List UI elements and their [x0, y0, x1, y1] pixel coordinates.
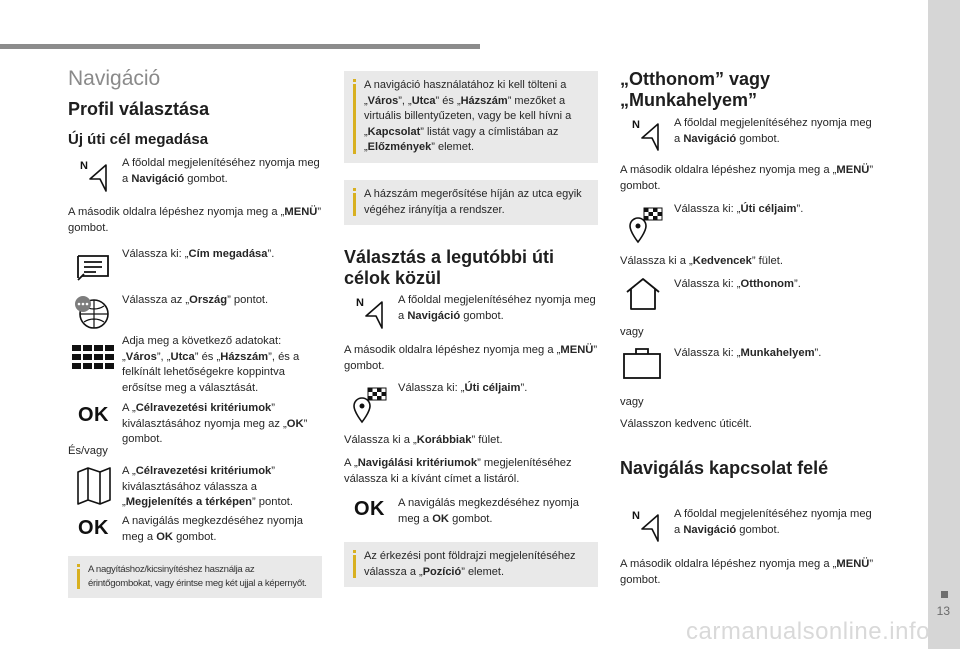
page-number: 13 — [936, 604, 950, 618]
step-1-text: A főoldal megjelenítéséhez nyomja meg a Navigáció gombot. — [398, 294, 596, 322]
info-box-position — [344, 542, 598, 587]
heading-new-destination: Új úti cél megadása — [68, 131, 209, 148]
step-2-text: A második oldalra lépéshez nyomja meg a „MENÜ” gombot. — [620, 164, 874, 192]
step-3-text: Válassza ki: „Cím megadása”. — [122, 248, 275, 260]
svg-text:N: N — [80, 160, 88, 172]
info-zoom-text: A nagyításhoz/kicsinyítéshez használja az érintőgombokat, vagy érintse meg két ujjal a képernyőt. — [88, 564, 307, 589]
svg-text:N: N — [632, 510, 640, 522]
navigation-icon — [628, 505, 668, 545]
step-9-text: A második oldalra lépéshez nyomja meg a „MENÜ” gombot. — [620, 558, 874, 586]
step-5-text: Válassza ki: „Otthonom”. — [674, 278, 801, 290]
watermark: carmanualsonline.info — [686, 618, 930, 645]
or-label: vagy — [620, 326, 644, 338]
step-4-text: Válassza ki a „Kedvencek” fület. — [620, 255, 783, 267]
info-box-housenumber — [344, 180, 598, 225]
step-8-text: A főoldal megjelenítéséhez nyomja meg a Navigáció gombot. — [674, 508, 872, 536]
home-icon — [624, 276, 662, 312]
step-4-text: Válassza ki a „Korábbiak” fület. — [344, 434, 503, 446]
heading-navigate-to-contact: Navigálás kapcsolat felé — [620, 458, 829, 478]
address-entry-icon — [74, 246, 114, 286]
or-label: vagy — [620, 396, 644, 408]
step-8-text: A navigálás megkezdéséhez nyomja meg a OK gombot. — [122, 515, 303, 543]
svg-text:N: N — [356, 297, 364, 309]
step-2-text: A második oldalra lépéshez nyomja meg a „MENÜ” gombot. — [344, 344, 598, 372]
ok-button-icon: OK — [78, 404, 109, 426]
step-3-text: Válassza ki: „Úti céljaim”. — [674, 203, 804, 215]
page-side-band — [928, 0, 960, 649]
heading-profile: Profil választása — [68, 99, 210, 119]
country-globe-icon — [72, 292, 112, 332]
step-5-text: Adja meg a következő adatokat: „Város”, „Utca” és „Házszám”, és a felkínált lehetőségekre koppintva erősítse meg a választását. — [122, 335, 300, 394]
or-label: És/vagy — [68, 445, 108, 457]
keypad-grid-icon — [72, 345, 116, 375]
step-1-text: A főoldal megjelenítéséhez nyomja meg a Navigáció gombot. — [122, 157, 320, 185]
heading-recent-destinations: Választás a legutóbbi úti célok közül — [344, 247, 555, 288]
step-7-text: A „Célravezetési kritériumok” kiválasztásához válassza a „Megjelenítés a térképen” pontot. — [122, 465, 294, 508]
ok-button-icon: OK — [78, 517, 109, 539]
step-3-text: Válassza ki: „Úti céljaim”. — [398, 382, 528, 394]
info-position-text: Az érkezési pont földrajzi megjelenítéséhez válassza a „Pozíció” elemet. — [364, 550, 576, 578]
navigation-icon — [628, 114, 668, 154]
page-end-marker — [941, 591, 948, 598]
info-box-zoom — [68, 556, 322, 598]
navigation-icon — [76, 155, 116, 195]
step-4-text: Válassza az „Ország” pontot. — [122, 294, 269, 306]
map-icon — [76, 466, 112, 506]
step-2-text: A második oldalra lépéshez nyomja meg a „MENÜ” gombot. — [68, 206, 322, 234]
navigation-icon — [352, 292, 392, 332]
info-box-fields — [344, 71, 598, 163]
step-6-text: A „Célravezetési kritériumok” kiválasztásához nyomja meg az „OK” gombot. — [122, 402, 308, 445]
info-housenumber-text: A házszám megerősítése híján az utca egyik végéhez irányítja a rendszer. — [364, 188, 582, 216]
work-briefcase-icon — [622, 346, 662, 380]
svg-text:N: N — [632, 119, 640, 131]
step-7-text: Válasszon kedvenc úticélt. — [620, 418, 752, 430]
destination-flag-icon — [350, 384, 390, 424]
top-rule — [0, 44, 480, 49]
info-fields-text: A navigáció használatához ki kell tölteni a „Város”, „Utca” és „Házszám” mezőket a virtuális billentyűzeten, vagy be kell hívni a „Kapcsolat” listát vagy a címlistában az „Előzmények” elemet. — [364, 79, 572, 153]
section-title: Navigáció — [68, 67, 161, 90]
step-6-text: A navigálás megkezdéséhez nyomja meg a OK gombot. — [398, 497, 579, 525]
destination-flag-icon — [626, 204, 666, 244]
step-5-text: A „Navigálási kritériumok” megjelenítéséhez válassza ki a kívánt címet a listáról. — [344, 457, 572, 485]
step-1-text: A főoldal megjelenítéséhez nyomja meg a Navigáció gombot. — [674, 117, 872, 145]
ok-button-icon: OK — [354, 498, 385, 520]
step-6-text: Válassza ki: „Munkahelyem”. — [674, 347, 822, 359]
heading-home-work: „Otthonom” vagy „Munkahelyem” — [620, 69, 771, 110]
